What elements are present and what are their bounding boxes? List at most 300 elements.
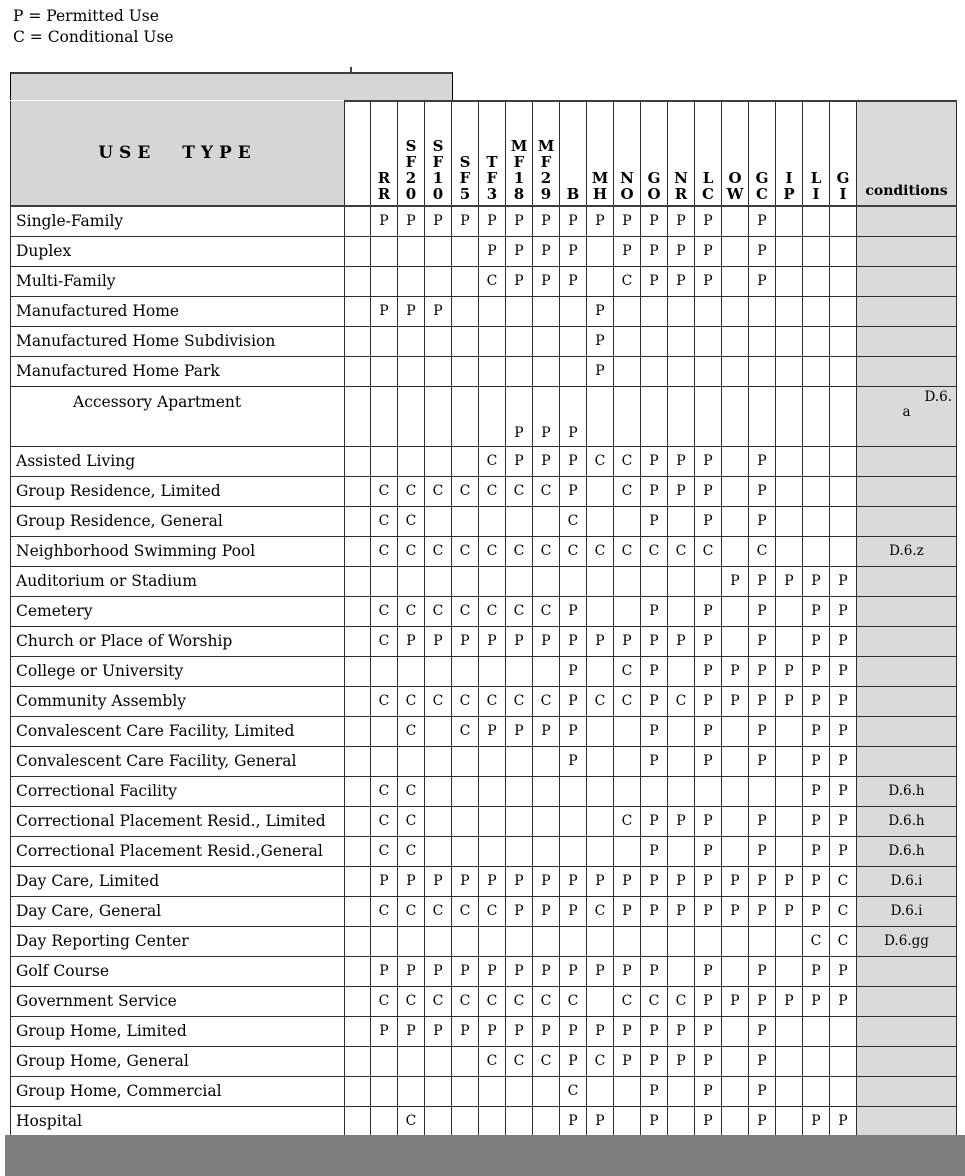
value-cell [533, 836, 560, 866]
value-cell: C [452, 896, 479, 926]
value-cell [560, 836, 587, 866]
value-cell: C [587, 686, 614, 716]
value-cell [506, 746, 533, 776]
zone-code-SF20 [398, 138, 424, 205]
value-cell: P [830, 566, 857, 596]
value-cell [722, 746, 749, 776]
value-cell [398, 656, 425, 686]
value-cell [614, 356, 641, 386]
value-cell [371, 716, 398, 746]
value-cell: P [425, 206, 452, 236]
value-cell [830, 206, 857, 236]
value-cell: C [614, 446, 641, 476]
blank-cell [345, 296, 371, 326]
condition-cell [857, 266, 957, 296]
blank-cell [345, 206, 371, 236]
zone-letter: P [783, 185, 795, 203]
value-cell [425, 1046, 452, 1076]
value-cell [506, 1106, 533, 1136]
value-cell: P [803, 626, 830, 656]
value-cell: P [398, 866, 425, 896]
value-cell [776, 266, 803, 296]
value-cell [587, 656, 614, 686]
value-cell [776, 206, 803, 236]
table-row [11, 626, 957, 656]
value-cell [506, 1076, 533, 1106]
value-cell: C [398, 1106, 425, 1136]
table-row [11, 596, 957, 626]
value-cell [830, 506, 857, 536]
zone-letter: 2 [405, 169, 417, 187]
value-cell: C [506, 536, 533, 566]
zone-code-B [560, 186, 586, 205]
legend-permitted: P = Permitted Use [13, 7, 159, 25]
value-cell: P [641, 1106, 668, 1136]
value-cell: C [830, 926, 857, 956]
value-cell: P [452, 206, 479, 236]
table-row [11, 746, 957, 776]
value-cell: C [479, 266, 506, 296]
value-cell: P [479, 236, 506, 266]
value-cell: P [749, 1016, 776, 1046]
value-cell: P [371, 866, 398, 896]
value-cell: P [695, 986, 722, 1016]
value-cell: C [587, 1046, 614, 1076]
use-type-cell: Group Residence, Limited [11, 476, 345, 506]
value-cell: P [749, 686, 776, 716]
use-type-cell: Hospital [11, 1106, 345, 1136]
value-cell: P [506, 626, 533, 656]
value-cell [803, 536, 830, 566]
value-cell [479, 1076, 506, 1106]
value-cell: C [533, 686, 560, 716]
value-cell [506, 326, 533, 356]
value-cell [398, 1046, 425, 1076]
value-cell [533, 1106, 560, 1136]
value-cell: P [587, 326, 614, 356]
value-cell: P [668, 476, 695, 506]
value-cell [371, 1046, 398, 1076]
value-cell: P [641, 746, 668, 776]
zone-letter: 1 [432, 169, 444, 187]
value-cell [830, 296, 857, 326]
blank-cell [345, 1016, 371, 1046]
zone-letter: 0 [405, 185, 417, 203]
value-cell [614, 386, 641, 446]
value-cell: C [506, 686, 533, 716]
value-cell: P [668, 446, 695, 476]
value-cell: C [398, 806, 425, 836]
value-cell [371, 356, 398, 386]
condition-cell [857, 686, 957, 716]
value-cell [803, 506, 830, 536]
value-cell [803, 476, 830, 506]
zone-letter: G [755, 169, 769, 187]
blank-cell [345, 866, 371, 896]
value-cell: P [749, 626, 776, 656]
value-cell [533, 1076, 560, 1106]
value-cell: P [749, 716, 776, 746]
value-cell: P [668, 806, 695, 836]
value-cell [614, 296, 641, 326]
value-cell [749, 386, 776, 446]
value-cell: P [722, 686, 749, 716]
value-cell [587, 746, 614, 776]
use-type-cell: Government Service [11, 986, 345, 1016]
table-row [11, 296, 957, 326]
use-type-cell: Group Home, General [11, 1046, 345, 1076]
value-cell [776, 1016, 803, 1046]
value-cell: P [722, 986, 749, 1016]
value-cell: P [695, 806, 722, 836]
value-cell [776, 1046, 803, 1076]
value-cell [506, 836, 533, 866]
value-cell [803, 1076, 830, 1106]
use-type-cell: Convalescent Care Facility, General [11, 746, 345, 776]
value-cell: P [533, 236, 560, 266]
value-cell: P [668, 206, 695, 236]
use-type-cell: Church or Place of Worship [11, 626, 345, 656]
value-cell [776, 446, 803, 476]
value-cell: P [749, 656, 776, 686]
value-cell: P [641, 716, 668, 746]
value-cell [614, 566, 641, 596]
value-cell [803, 1046, 830, 1076]
zone-column-header-MF29 [533, 101, 560, 206]
value-cell: P [830, 956, 857, 986]
zone-code-LI [803, 170, 829, 205]
value-cell: C [371, 596, 398, 626]
blank-cell [345, 686, 371, 716]
value-cell: P [641, 896, 668, 926]
table-row [11, 1046, 957, 1076]
use-type-cell: College or University [11, 656, 345, 686]
value-cell [560, 776, 587, 806]
value-cell [641, 776, 668, 806]
zone-letter: 3 [486, 185, 498, 203]
zone-letter: R [377, 169, 391, 187]
value-cell: P [506, 716, 533, 746]
value-cell: P [641, 446, 668, 476]
value-cell [722, 956, 749, 986]
value-cell: C [533, 986, 560, 1016]
zone-letter: I [839, 185, 847, 203]
value-cell: P [560, 446, 587, 476]
value-cell: P [695, 476, 722, 506]
value-cell [668, 356, 695, 386]
value-cell [614, 326, 641, 356]
use-type-cell: Assisted Living [11, 446, 345, 476]
value-cell: P [506, 206, 533, 236]
value-cell [722, 296, 749, 326]
condition-cell [857, 1016, 957, 1046]
value-cell [668, 566, 695, 596]
value-cell [425, 776, 452, 806]
value-cell [587, 716, 614, 746]
zone-letter: G [647, 169, 661, 187]
value-cell: P [479, 956, 506, 986]
value-cell [722, 806, 749, 836]
value-cell [587, 836, 614, 866]
value-cell [776, 476, 803, 506]
value-cell: C [560, 536, 587, 566]
table-row [11, 806, 957, 836]
zone-column-header-MH [587, 101, 614, 206]
value-cell [371, 926, 398, 956]
use-type-cell: Correctional Placement Resid.,General [11, 836, 345, 866]
value-cell: P [560, 746, 587, 776]
value-cell: P [371, 956, 398, 986]
condition-cell: D.6.h [857, 776, 957, 806]
use-type-cell: Single-Family [11, 206, 345, 236]
value-cell [722, 716, 749, 746]
blank-cell [345, 626, 371, 656]
value-cell [452, 1046, 479, 1076]
value-cell [479, 296, 506, 326]
value-cell [425, 326, 452, 356]
zone-code-GO [641, 170, 667, 205]
value-cell [398, 446, 425, 476]
value-cell: P [533, 956, 560, 986]
value-cell: P [506, 446, 533, 476]
zone-letter: R [674, 185, 688, 203]
table-row [11, 1016, 957, 1046]
value-cell: P [533, 1016, 560, 1046]
value-cell: C [452, 596, 479, 626]
value-cell: C [830, 866, 857, 896]
value-cell [722, 776, 749, 806]
value-cell [452, 386, 479, 446]
zone-letter: S [432, 137, 444, 155]
value-cell: C [614, 476, 641, 506]
use-type-cell: Golf Course [11, 956, 345, 986]
value-cell [776, 956, 803, 986]
value-cell: P [803, 596, 830, 626]
value-cell [479, 926, 506, 956]
value-cell [830, 386, 857, 446]
zone-letter: 2 [540, 169, 552, 187]
value-cell: P [398, 206, 425, 236]
value-cell: C [479, 686, 506, 716]
value-cell [479, 836, 506, 866]
value-cell: C [614, 806, 641, 836]
value-cell: P [533, 896, 560, 926]
zone-column-header-IP [776, 101, 803, 206]
value-cell: P [641, 866, 668, 896]
value-cell [722, 236, 749, 266]
value-cell: C [479, 986, 506, 1016]
value-cell [722, 926, 749, 956]
blank-cell [345, 896, 371, 926]
condition-cell [857, 656, 957, 686]
value-cell [452, 326, 479, 356]
zone-column-header-TF3 [479, 101, 506, 206]
value-cell [587, 386, 614, 446]
value-cell [587, 806, 614, 836]
condition-cell: D.6.h [857, 836, 957, 866]
blank-cell [345, 776, 371, 806]
value-cell [830, 1076, 857, 1106]
zone-letter: 0 [432, 185, 444, 203]
value-cell [776, 626, 803, 656]
value-cell: P [506, 866, 533, 896]
table-row [11, 386, 957, 446]
value-cell [479, 656, 506, 686]
value-cell [425, 716, 452, 746]
value-cell [722, 1046, 749, 1076]
value-cell: P [668, 1046, 695, 1076]
value-cell: P [695, 1076, 722, 1106]
use-type-cell: Day Care, General [11, 896, 345, 926]
value-cell [452, 1106, 479, 1136]
value-cell: C [614, 656, 641, 686]
value-cell: P [452, 956, 479, 986]
value-cell [587, 566, 614, 596]
value-cell: P [749, 986, 776, 1016]
zone-letter: F [459, 169, 471, 187]
value-cell [587, 266, 614, 296]
value-cell [776, 716, 803, 746]
value-cell [371, 656, 398, 686]
value-cell: P [749, 1076, 776, 1106]
value-cell: C [506, 1046, 533, 1076]
value-cell [398, 926, 425, 956]
value-cell: P [587, 1106, 614, 1136]
value-cell: P [641, 476, 668, 506]
value-cell: P [614, 896, 641, 926]
table-row [11, 866, 957, 896]
value-cell: P [668, 866, 695, 896]
zone-letter: F [540, 153, 552, 171]
value-cell: P [695, 506, 722, 536]
value-cell [425, 1076, 452, 1106]
value-cell: P [695, 686, 722, 716]
value-cell [776, 746, 803, 776]
condition-cell [857, 296, 957, 326]
value-cell [803, 266, 830, 296]
value-cell [398, 326, 425, 356]
zone-letter: M [537, 137, 555, 155]
header-row [11, 101, 957, 206]
table-row [11, 566, 957, 596]
value-cell [425, 926, 452, 956]
value-cell [695, 296, 722, 326]
blank-cell [345, 956, 371, 986]
value-cell [371, 386, 398, 446]
value-cell: C [614, 686, 641, 716]
value-cell [695, 326, 722, 356]
condition-cell: D.6.h [857, 806, 957, 836]
value-cell: P [749, 236, 776, 266]
condition-cell [857, 356, 957, 386]
value-cell [776, 1106, 803, 1136]
value-cell [425, 746, 452, 776]
value-cell: P [560, 1016, 587, 1046]
condition-cell [857, 1046, 957, 1076]
value-cell [722, 506, 749, 536]
value-cell [830, 236, 857, 266]
value-cell: P [533, 866, 560, 896]
value-cell [614, 746, 641, 776]
value-cell [614, 836, 641, 866]
value-cell: P [668, 626, 695, 656]
value-cell: P [695, 266, 722, 296]
value-cell: P [641, 806, 668, 836]
value-cell [560, 356, 587, 386]
value-cell: P [749, 896, 776, 926]
value-cell [452, 806, 479, 836]
value-cell: P [506, 266, 533, 296]
zone-column-header-OW [722, 101, 749, 206]
condition-cell [857, 206, 957, 236]
value-cell: P [506, 236, 533, 266]
condition-line: a [902, 403, 911, 420]
value-cell: C [398, 776, 425, 806]
condition-cell [857, 986, 957, 1016]
value-cell [479, 386, 506, 446]
zone-code-SF5 [452, 154, 478, 205]
value-cell: C [371, 536, 398, 566]
value-cell: P [533, 206, 560, 236]
value-cell: P [803, 566, 830, 596]
zone-column-header-GO [641, 101, 668, 206]
use-type-cell: Convalescent Care Facility, Limited [11, 716, 345, 746]
value-cell [587, 506, 614, 536]
value-cell: C [371, 806, 398, 836]
value-cell: P [506, 1016, 533, 1046]
zone-column-header-GI [830, 101, 857, 206]
blank-cell [345, 1076, 371, 1106]
value-cell [668, 296, 695, 326]
value-cell: C [614, 266, 641, 296]
value-cell [425, 386, 452, 446]
value-cell: C [398, 896, 425, 926]
use-type-cell: Group Home, Commercial [11, 1076, 345, 1106]
zone-letter: R [377, 185, 391, 203]
zone-code-NR [668, 170, 694, 205]
value-cell [722, 446, 749, 476]
value-cell: P [749, 1046, 776, 1076]
blank-cell [345, 926, 371, 956]
value-cell: C [830, 896, 857, 926]
value-cell [533, 806, 560, 836]
blank-cell [345, 836, 371, 866]
value-cell: P [560, 656, 587, 686]
value-cell: P [641, 236, 668, 266]
value-cell: C [533, 476, 560, 506]
value-cell: P [371, 206, 398, 236]
value-cell: C [560, 506, 587, 536]
value-cell: P [830, 836, 857, 866]
value-cell [560, 806, 587, 836]
value-cell: P [695, 446, 722, 476]
value-cell: P [830, 986, 857, 1016]
value-cell [776, 506, 803, 536]
blank-cell [345, 566, 371, 596]
value-cell [722, 1076, 749, 1106]
value-cell: C [614, 986, 641, 1016]
zone-letter: S [405, 137, 417, 155]
zone-column-header-LC [695, 101, 722, 206]
value-cell: P [803, 986, 830, 1016]
value-cell [506, 296, 533, 326]
value-cell: C [479, 1046, 506, 1076]
value-cell: P [668, 236, 695, 266]
value-cell [803, 386, 830, 446]
zone-column-header-SF20 [398, 101, 425, 206]
zone-letter: H [592, 185, 608, 203]
value-cell: P [749, 476, 776, 506]
